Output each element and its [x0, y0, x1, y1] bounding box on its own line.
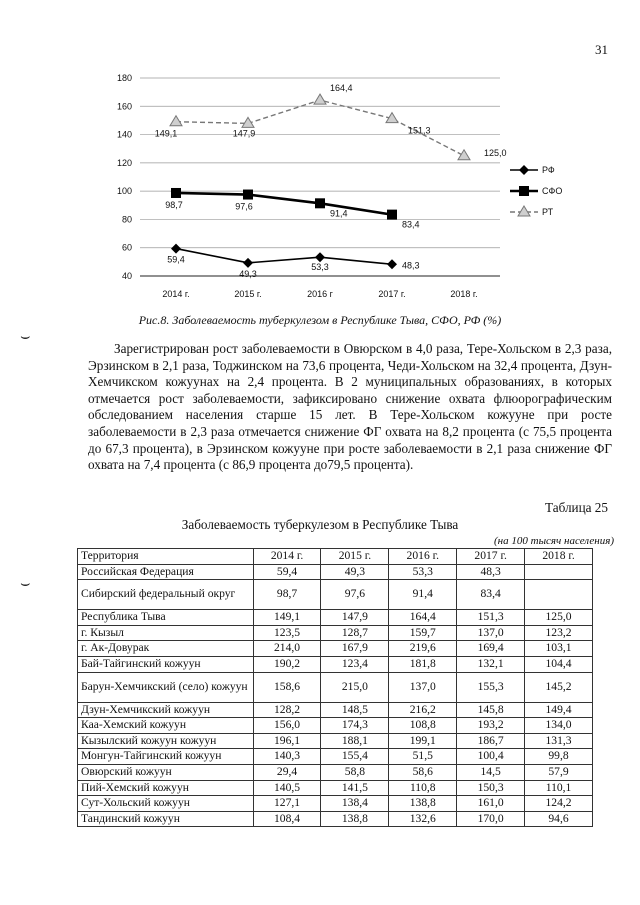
value-cell: 58,8	[321, 764, 389, 780]
y-tick-label: 40	[121, 271, 132, 281]
data-point-rf	[171, 244, 181, 254]
value-cell: 149,4	[525, 702, 593, 718]
data-point-rt	[518, 206, 530, 216]
data-label: 49,3	[239, 268, 257, 279]
value-cell: 83,4	[457, 580, 525, 610]
data-point-sfo	[519, 186, 529, 196]
value-cell: 147,9	[321, 610, 389, 626]
territory-cell: Овюрский кожуун	[78, 764, 254, 780]
x-tick-label: 2018 г.	[450, 289, 478, 299]
table-row	[78, 718, 593, 734]
territory-cell: Тандинский кожуун	[78, 811, 254, 827]
value-cell: 199,1	[389, 733, 457, 749]
value-cell: 137,0	[389, 672, 457, 702]
table-row	[78, 656, 593, 672]
value-cell: 164,4	[389, 610, 457, 626]
data-point-rf	[387, 259, 397, 269]
value-cell: 123,2	[525, 625, 593, 641]
y-tick-label: 160	[116, 101, 132, 112]
data-label: 97,6	[235, 201, 253, 212]
data-label: 53,3	[311, 262, 329, 273]
data-point-rf	[315, 252, 325, 262]
data-point-sfo	[315, 198, 325, 208]
data-label: 151,3	[408, 125, 431, 136]
value-cell: 49,3	[321, 564, 389, 580]
value-cell: 138,8	[389, 796, 457, 812]
value-cell: 59,4	[253, 564, 321, 580]
territory-cell: Бай-Тайгинский кожуун	[78, 656, 254, 672]
territory-cell: Российская Федерация	[78, 564, 254, 580]
data-point-rt	[314, 94, 326, 104]
data-point-sfo	[243, 190, 253, 200]
value-cell: 186,7	[457, 733, 525, 749]
territory-cell: Сут-Хольский кожуун	[78, 796, 254, 812]
table-row	[78, 796, 593, 812]
data-label: 83,4	[402, 219, 420, 230]
value-cell: 132,6	[389, 811, 457, 827]
value-cell: 29,4	[253, 764, 321, 780]
value-cell: 110,8	[389, 780, 457, 796]
data-label: 147,9	[232, 128, 256, 139]
table-header-cell: 2016 г.	[389, 549, 457, 565]
table-header-row	[78, 549, 593, 565]
margin-mark: ⌣	[20, 575, 31, 592]
territory-cell: Республика Тыва	[78, 610, 254, 626]
value-cell: 137,0	[457, 625, 525, 641]
table-row	[78, 702, 593, 718]
value-cell: 219,6	[389, 641, 457, 657]
value-cell: 151,3	[457, 610, 525, 626]
value-cell: 145,2	[525, 672, 593, 702]
value-cell: 94,6	[525, 811, 593, 827]
margin-mark: ⌣	[20, 328, 31, 345]
data-point-rt	[170, 116, 182, 126]
value-cell: 181,8	[389, 656, 457, 672]
figure-caption: Рис.8. Заболеваемость туберкулезом в Республике Тыва, СФО, РФ (%)	[138, 313, 502, 327]
value-cell: 99,8	[525, 749, 593, 765]
value-cell: 123,4	[321, 656, 389, 672]
value-cell: 14,5	[457, 764, 525, 780]
territory-cell: Сибирский федеральный округ	[78, 580, 254, 610]
y-tick-label: 60	[121, 242, 132, 253]
value-cell: 98,7	[253, 580, 321, 610]
data-point-rf	[519, 165, 529, 175]
value-cell: 161,0	[457, 796, 525, 812]
value-cell: 134,0	[525, 718, 593, 734]
data-label: 164,4	[330, 83, 353, 94]
value-cell: 167,9	[321, 641, 389, 657]
value-cell: 132,1	[457, 656, 525, 672]
value-cell: 214,0	[253, 641, 321, 657]
value-cell: 58,6	[389, 764, 457, 780]
value-cell: 188,1	[321, 733, 389, 749]
value-cell: 196,1	[253, 733, 321, 749]
x-tick-label: 2017 г.	[378, 289, 406, 299]
territory-cell: Барун-Хемчикский (село) кожуун	[78, 672, 254, 702]
value-cell: 128,2	[253, 702, 321, 718]
value-cell: 193,2	[457, 718, 525, 734]
table-header-cell: 2015 г.	[321, 549, 389, 565]
data-label: 125,0	[484, 147, 507, 158]
value-cell: 150,3	[457, 780, 525, 796]
value-cell	[525, 564, 593, 580]
table-row	[78, 780, 593, 796]
y-tick-label: 120	[116, 157, 132, 168]
value-cell: 156,0	[253, 718, 321, 734]
table-row	[78, 641, 593, 657]
table-number: Таблица 25	[545, 500, 608, 515]
value-cell: 138,4	[321, 796, 389, 812]
series-line-rf	[176, 249, 392, 265]
value-cell	[525, 580, 593, 610]
table-row	[78, 733, 593, 749]
territory-cell: Дзун-Хемчикский кожуун	[78, 702, 254, 718]
value-cell: 123,5	[253, 625, 321, 641]
territory-cell: г. Ак-Довурак	[78, 641, 254, 657]
table-row	[78, 672, 593, 702]
table-row	[78, 811, 593, 827]
y-tick-label: 100	[116, 186, 132, 197]
value-cell: 159,7	[389, 625, 457, 641]
value-cell: 104,4	[525, 656, 593, 672]
territory-cell: Пий-Хемский кожуун	[78, 780, 254, 796]
value-cell: 100,4	[457, 749, 525, 765]
table-header-cell: 2018 г.	[525, 549, 593, 565]
data-point-rf	[243, 258, 253, 268]
value-cell: 48,3	[457, 564, 525, 580]
data-label: 59,4	[167, 254, 185, 265]
value-cell: 124,2	[525, 796, 593, 812]
table-row	[78, 564, 593, 580]
value-cell: 125,0	[525, 610, 593, 626]
value-cell: 155,3	[457, 672, 525, 702]
territory-cell: Монгун-Тайгинский кожуун	[78, 749, 254, 765]
table-row	[78, 764, 593, 780]
value-cell: 169,4	[457, 641, 525, 657]
value-cell: 51,5	[389, 749, 457, 765]
data-label: 48,3	[402, 260, 420, 271]
x-tick-label: 2015 г.	[234, 289, 262, 299]
value-cell: 103,1	[525, 641, 593, 657]
value-cell: 190,2	[253, 656, 321, 672]
value-cell: 91,4	[389, 580, 457, 610]
tb-incidence-chart	[0, 0, 640, 310]
series-line-sfo	[176, 193, 392, 215]
value-cell: 155,4	[321, 749, 389, 765]
data-label: 98,7	[165, 199, 183, 210]
value-cell: 97,6	[321, 580, 389, 610]
value-cell: 170,0	[457, 811, 525, 827]
value-cell: 108,8	[389, 718, 457, 734]
value-cell: 127,1	[253, 796, 321, 812]
body-paragraph: Зарегистрирован рост заболеваемости в Овюрском в 4,0 раза, Тере-Хольском в 2,3 раза, Эрзинском в 2,1 раза, Тоджинском на 73,6 процента, Чеди-Хольском на 32,4 процента, Дзун-Хемчикском кожуунах на 2,4 процента. В 2 муниципальных образованиях, в которых отмечается рост заболеваемости, зафиксировано снижение охвата флюорографическим обследованием населения старше 15 лет. В Тере-Хольском кожууне при росте заболеваемости в 2,3 раза отмечается снижение ФГ охвата на 8,2 процента (с 75,5 процента до 67,3 процента), в Эрзинском кожууне при росте заболеваемости в 2,1 раза снижение ФГ охвата на 7,4 процента (с 86,9 процента до79,5 процента).	[88, 341, 612, 473]
value-cell: 57,9	[525, 764, 593, 780]
value-cell: 110,1	[525, 780, 593, 796]
value-cell: 131,3	[525, 733, 593, 749]
table-header-cell: 2017 г.	[457, 549, 525, 565]
data-label: 91,4	[330, 208, 348, 219]
value-cell: 148,5	[321, 702, 389, 718]
y-tick-label: 180	[116, 73, 132, 83]
page-number: 31	[595, 42, 608, 57]
value-cell: 53,3	[389, 564, 457, 580]
x-tick-label: 2014 г.	[162, 289, 190, 299]
data-label: 149,1	[154, 128, 178, 139]
table-title: Заболеваемость туберкулезом в Республике Тыва	[181, 517, 459, 532]
value-cell: 215,0	[321, 672, 389, 702]
table-row	[78, 580, 593, 610]
y-tick-label: 140	[116, 129, 132, 140]
table-row	[78, 749, 593, 765]
value-cell: 138,8	[321, 811, 389, 827]
value-cell: 174,3	[321, 718, 389, 734]
value-cell: 141,5	[321, 780, 389, 796]
value-cell: 140,3	[253, 749, 321, 765]
table-header-cell: 2014 г.	[253, 549, 321, 565]
value-cell: 216,2	[389, 702, 457, 718]
territory-cell: г. Кызыл	[78, 625, 254, 641]
legend-label: РТ	[542, 207, 554, 217]
x-tick-label: 2016 г	[307, 289, 333, 299]
table-row	[78, 625, 593, 641]
territory-cell: Кызылский кожуун кожуун	[78, 733, 254, 749]
table-header-cell: Территория	[78, 549, 254, 565]
data-point-sfo	[171, 188, 181, 198]
table-unit-note: (на 100 тысяч населения)	[494, 535, 614, 547]
data-point-rt	[458, 150, 470, 160]
value-cell: 158,6	[253, 672, 321, 702]
incidence-table	[77, 548, 593, 827]
table-row	[78, 610, 593, 626]
legend-label: СФО	[542, 186, 563, 196]
y-tick-label: 80	[121, 214, 132, 225]
data-point-sfo	[387, 210, 397, 220]
value-cell: 128,7	[321, 625, 389, 641]
territory-cell: Каа-Хемский кожуун	[78, 718, 254, 734]
value-cell: 149,1	[253, 610, 321, 626]
legend-label: РФ	[542, 165, 555, 175]
value-cell: 145,8	[457, 702, 525, 718]
value-cell: 140,5	[253, 780, 321, 796]
value-cell: 108,4	[253, 811, 321, 827]
